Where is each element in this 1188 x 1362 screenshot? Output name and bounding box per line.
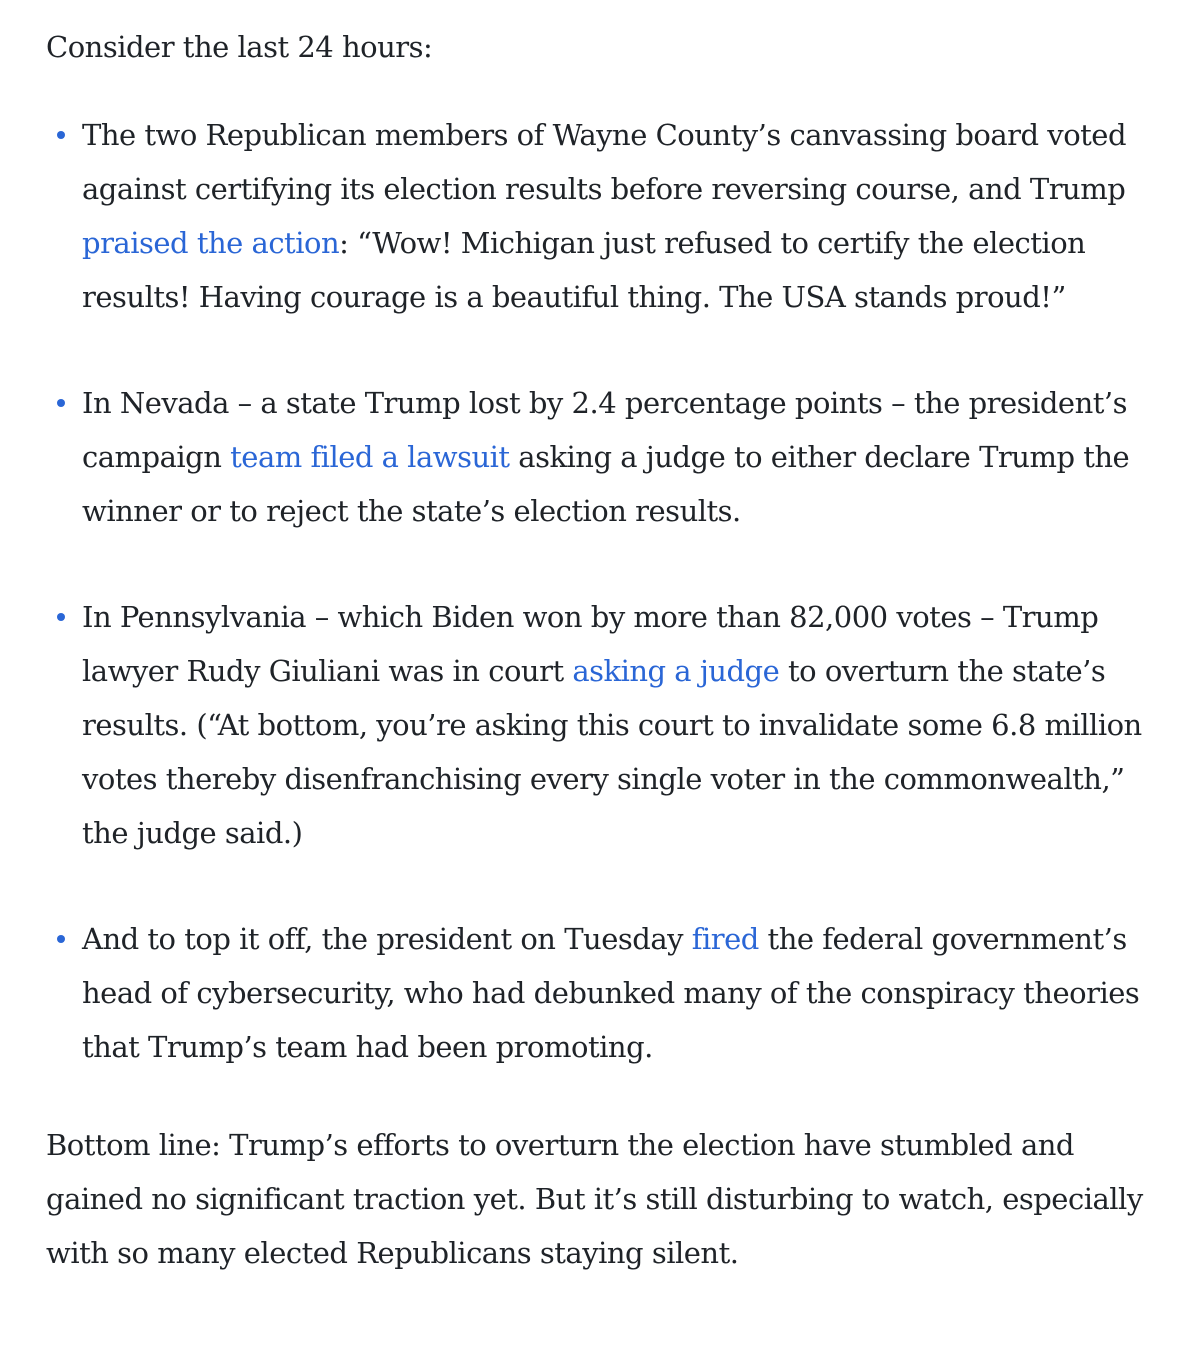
team-filed-a-lawsuit-link[interactable]: team filed a lawsuit <box>230 440 510 474</box>
bullet-text-before: And to top it off, the president on Tuesday <box>82 922 692 956</box>
bullet-text-after: to overturn the state’s results. (“At bottom, you’re asking this court to invalidate some 6.8 million votes thereby disenfranchising every single voter in the commonwealth,” the judge said.) <box>82 654 1142 850</box>
bullet-list <box>46 108 1176 1074</box>
bullet-text-before: In Nevada – a state Trump lost by 2.4 percentage points – the president’s campaign <box>82 386 1127 474</box>
praised-the-action-link[interactable]: praised the action <box>82 226 340 260</box>
bullet-item-nevada <box>46 376 1176 538</box>
bullet-text-before: The two Republican members of Wayne County’s canvassing board voted against certifying its election results before reversing course, and Trump <box>82 118 1127 206</box>
asking-a-judge-link[interactable]: asking a judge <box>572 654 780 688</box>
bottom-line-paragraph: Bottom line: Trump’s efforts to overturn the election have stumbled and gained no significant traction yet. But it’s still disturbing to watch, especially with so many elected Republicans staying silent. <box>46 1128 1143 1270</box>
fired-link[interactable]: fired <box>691 922 759 956</box>
bullet-item-cybersecurity <box>46 912 1176 1074</box>
bullet-text-before: In Pennsylvania – which Biden won by more than 82,000 votes – Trump lawyer Rudy Giuliani was in court <box>82 600 1099 688</box>
bullet-item-pennsylvania <box>46 590 1176 860</box>
intro-paragraph: Consider the last 24 hours: <box>46 30 433 64</box>
bullet-dot-icon <box>57 613 65 621</box>
bullet-dot-icon <box>57 131 65 139</box>
bullet-text-after: asking a judge to either declare Trump the winner or to reject the state’s election results. <box>82 440 1130 528</box>
bullet-dot-icon <box>57 935 65 943</box>
bullet-text-after: : “Wow! Michigan just refused to certify the election results! Having courage is a beautiful thing. The USA stands proud!” <box>82 226 1086 314</box>
article-body <box>46 20 1176 1280</box>
bullet-text-after: the federal government’s head of cybersecurity, who had debunked many of the conspiracy theories that Trump’s team had been promoting. <box>82 922 1140 1064</box>
bullet-item-wayne-county <box>46 108 1176 324</box>
bullet-dot-icon <box>57 399 65 407</box>
